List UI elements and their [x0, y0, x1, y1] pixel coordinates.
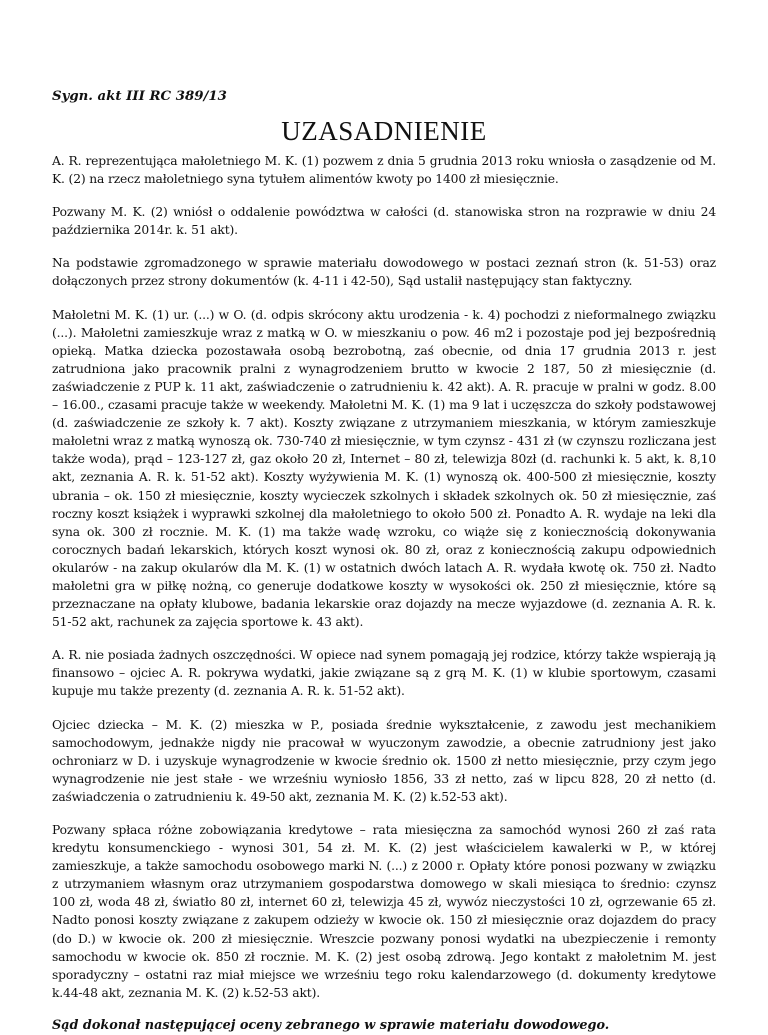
- paragraph-mother-support: A. R. nie posiada żadnych oszczędności. W opiece nad synem pomagają jej rodzice, którzy także wspierają ją finansowo – ojciec A. R. pokrywa wydatki, jakie związane są z grą M. K. (1) w klubie sportowym, czasami kupuje mu także prezenty (d. zeznania A. R. k. 51-52 akt).: [52, 648, 716, 699]
- document-page: [52, 88, 716, 1035]
- paragraph-father-expenses: Pozwany spłaca różne zobowiązania kredytowe – rata miesięczna za samochód wynosi 260 zł zaś rata kredytu konsumenckiego - wynosi 301, 54 zł. M. K. (2) jest właścicielem kawalerki w P., w której zamieszkuje, a także samochodu osobowego marki N. (...) z 2000 r. Opłaty które ponosi pozwany w związku z utrzymaniem własnym oraz utrzymaniem gospodarstwa domowego w skali miesiąca to średnio: czynsz 100 zł, woda 48 zł, światło 80 zł, internet 60 zł, telewizja 45 zł, wywóz nieczystości 10 zł, ogrzewanie 65 zł. Nadto ponosi koszty związane z zakupem odzieży w kwocie ok. 150 zł miesięcznie oraz dojazdem do pracy (do D.) w kwocie ok. 200 zł miesięcznie. Wreszcie pozwany ponosi wydatki na ubezpieczenie i remonty samochodu w kwocie ok. 850 zł rocznie. M. K. (2) jest osobą zdrową. Jego kontakt z małoletnim M. jest sporadyczny – ostatni raz miał miejsce we wrześniu tego roku kalendarzowego (d. dokumenty kredytowe k.44-48 akt, zeznania M. K. (2) k.52-53 akt).: [52, 823, 716, 1000]
- paragraph-defendant-response: Pozwany M. K. (2) wniósł o oddalenie powództwa w całości (d. stanowiska stron na rozprawie w dniu 24 października 2014r. k. 51 akt).: [52, 205, 716, 238]
- paragraph-claim: A. R. reprezentująca małoletniego M. K. (1) pozwem z dnia 5 grudnia 2013 roku wniosła o zasądzenie od M. K. (2) na rzecz małoletniego syna tytułem alimentów kwoty po 1400 zł miesięcznie.: [52, 154, 716, 187]
- document-title: UZASADNIENIE: [281, 116, 487, 146]
- paragraph-evidence-basis: Na podstawie zgromadzonego w sprawie materiału dowodowego w postaci zeznań stron (k. 51-53) oraz dołączonych przez strony dokumentów (k. 4-11 i 42-50), Sąd ustalił następujący stan faktyczny.: [52, 256, 716, 289]
- paragraph-father-income: Ojciec dziecka – M. K. (2) mieszka w P., posiada średnie wykształcenie, z zawodu jest mechanikiem samochodowym, jednakże nigdy nie pracował w wyuczonym zawodzie, a obecnie zatrudniony jest jako ochroniarz w D. i uzyskuje wynagrodzenie w kwocie średnio ok. 1500 zł netto miesięcznie, przy czym jego wynagrodzenie nie jest stałe - we wrześniu wyniosło 1856, 33 zł netto, zaś w lipcu 828, 20 zł netto (d. zaświadczenia o zatrudnieniu k. 49-50 akt, zeznania M. K. (2) k.52-53 akt).: [52, 717, 716, 804]
- closing-statement: Sąd dokonał następującej oceny zebranego w sprawie materiału dowodowego.: [52, 1017, 610, 1033]
- paragraph-minor-situation: Małoletni M. K. (1) ur. (...) w O. (d. odpis skrócony aktu urodzenia - k. 4) pochodzi z nieformalnego związku (...). Małoletni zamieszkuje wraz z matką w O. w mieszkaniu o pow. 46 m2 i pozostaje pod jej bezpośrednią opieką. Matka dziecka pozostawała osobą bezrobotną, zaś obecnie, od dnia 17 grudnia 2013 r. jest zatrudniona jako pracownik pralni z wynagrodzeniem brutto w kwocie 2 187, 50 zł miesięcznie (d. zaświadczenie z PUP k. 11 akt, zaświadczenie o zatrudnieniu k. 42 akt). A. R. pracuje w pralni w godz. 8.00 – 16.00., czasami pracuje także w weekendy. Małoletni M. K. (1) ma 9 lat i uczęszcza do szkoły podstawowej (d. zaświadczenie ze szkoły k. 7 akt). Koszty związane z utrzymaniem mieszkania, w którym zamieszkuje małoletni wraz z matką wynoszą ok. 730-740 zł miesięcznie, w tym czynsz - 431 zł (w czynszu rozliczana jest także woda), prąd – 123-127 zł, gaz około 20 zł, Internet – 80 zł, telewizja 80zł (d. rachunki k. 5 akt, k. 8,10 akt, zeznania A. R. k. 51-52 akt). Koszty wyżywienia M. K. (1) wynoszą ok. 400-500 zł miesięcznie, koszty ubrania – ok. 150 zł miesięcznie, koszty wycieczek szkolnych i składek szkolnych ok. 50 zł miesięcznie, zaś roczny koszt książek i wyprawki szkolnej dla małoletniego to około 500 zł. Ponadto A. R. wydaje na leki dla syna ok. 300 zł rocznie. M. K. (1) ma także wadę wzroku, co wiąże się z koniecznością dokonywania corocznych badań lekarskich, których koszt wynosi ok. 80 zł, oraz z koniecznością zakupu odpowiednich okularów - na zakup okularów dla M. K. (1) w ostatnich dwóch latach A. R. wydała kwotę ok. 750 zł. Nadto małoletni gra w piłkę nożną, co generuje dodatkowe koszty w wysokości ok. 250 zł miesięcznie, które są przeznaczane na opłaty klubowe, badania lekarskie oraz dojazdy na mecze wyjazdowe (d. zeznania A. R. k. 51-52 akt, rachunek za zajęcia sportowe k. 43 akt).: [52, 307, 716, 630]
- case-signature: Sygn. akt III RC 389/13: [52, 89, 227, 104]
